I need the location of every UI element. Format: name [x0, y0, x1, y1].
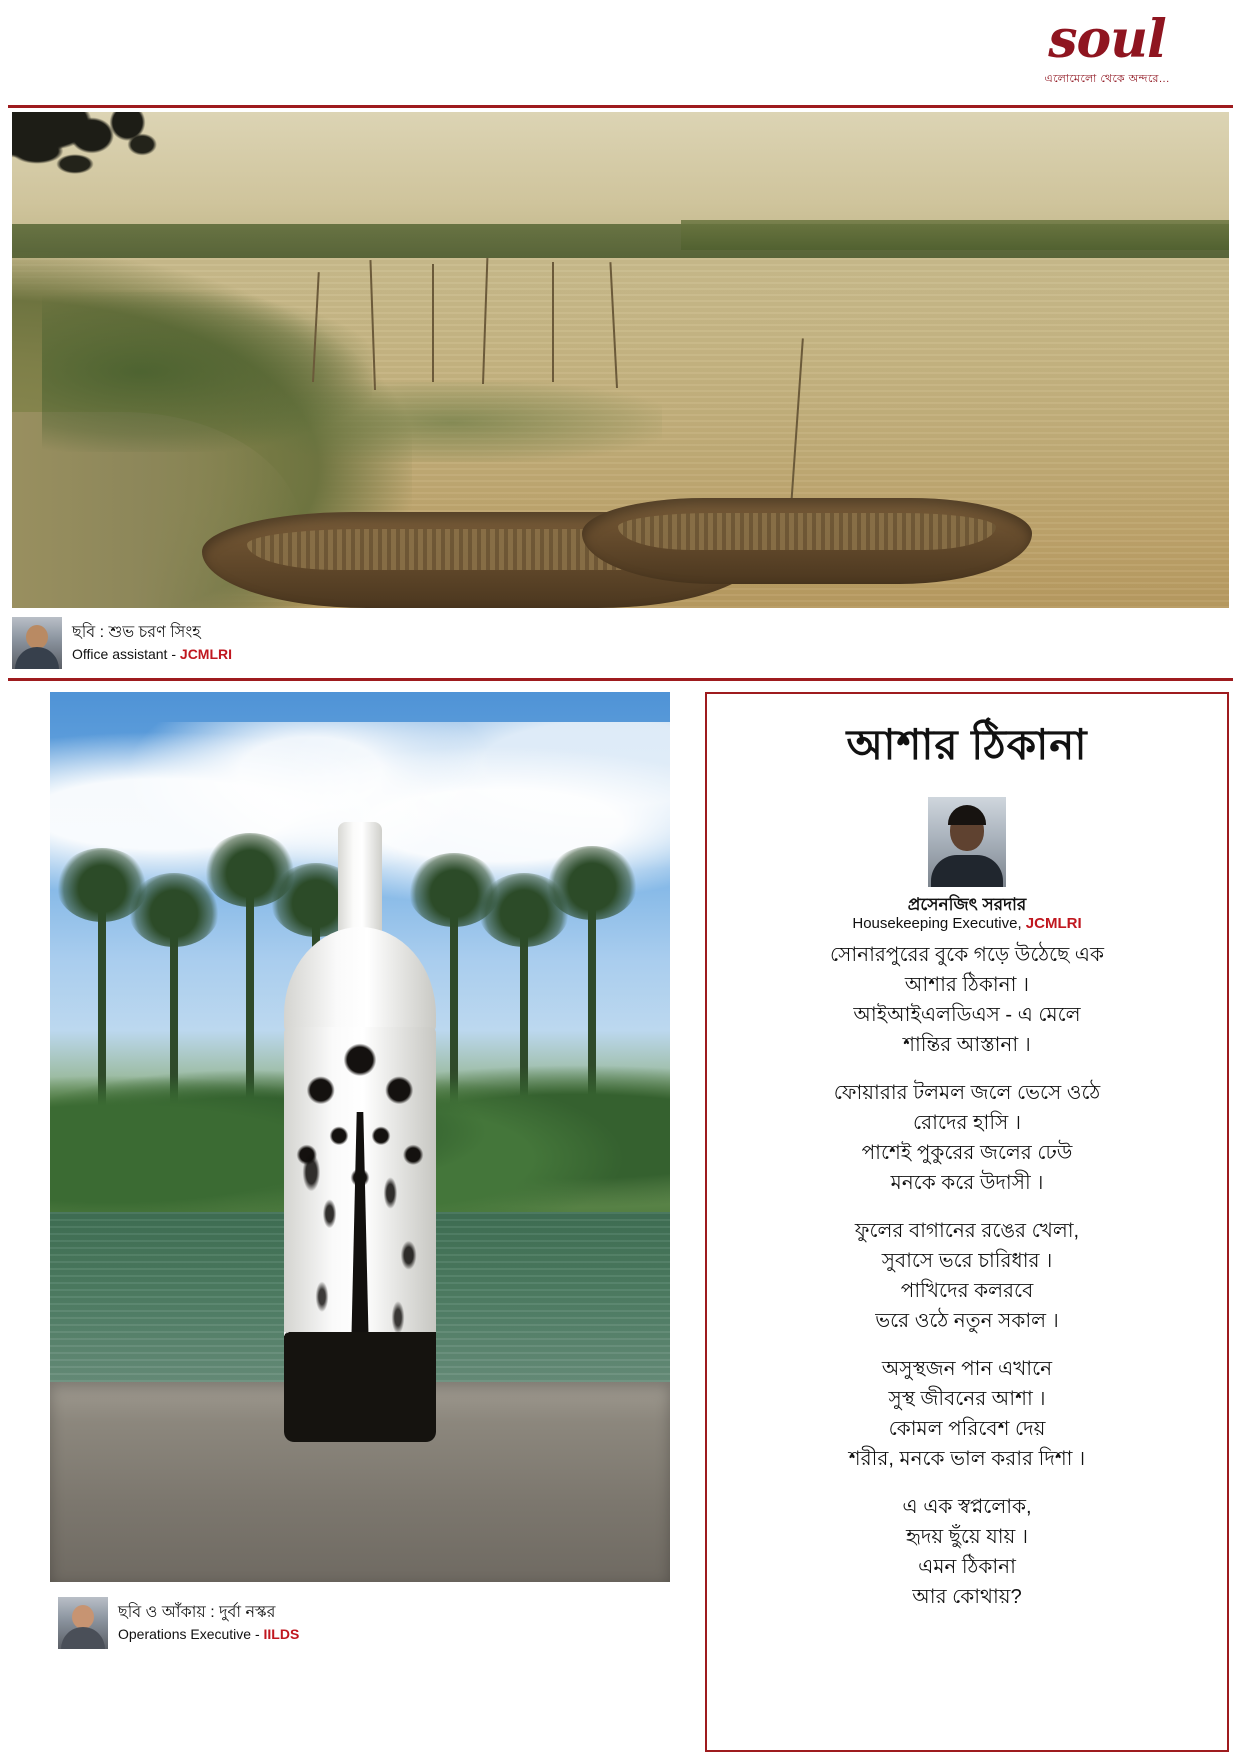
poem-line: ফোয়ারার টলমল জলে ভেসে ওঠে — [833, 1082, 1101, 1105]
credit-role-label: Office assistant - — [72, 646, 180, 663]
poem-line: সুস্থ জীবনের আশা । — [888, 1388, 1046, 1411]
poem-line: পাখিদের কলরবে — [900, 1280, 1034, 1303]
poem-stanza — [733, 940, 1201, 1060]
credit-text-block — [118, 1601, 299, 1644]
poem-line: শরীর, মনকে ভাল করার দিশা । — [848, 1448, 1086, 1471]
poem-line: আইআইএলডিএস - এ মেলে — [853, 1004, 1081, 1027]
credit-role — [118, 1624, 299, 1644]
poem-author-role — [733, 915, 1201, 932]
poem-line: সোনারপুরের বুকে গড়ে উঠেছে এক — [830, 944, 1104, 967]
contributor-avatar — [58, 1597, 108, 1649]
author-avatar — [928, 797, 1006, 887]
poem-line: ভরে ওঠে নতুন সকাল । — [875, 1310, 1059, 1333]
poem-line: আর কোথায়? — [912, 1586, 1022, 1609]
bottle-photo — [50, 692, 670, 1582]
fishing-pole-icon — [432, 264, 434, 382]
fishing-pole-icon — [552, 262, 554, 382]
poem-title: আশার ঠিকানা — [846, 721, 1088, 768]
credit-name: ছবি : শুভ চরণ সিংহ — [72, 624, 201, 642]
poem-line: পাশেই পুকুরের জলের ঢেউ — [861, 1142, 1073, 1165]
poem-line: ফুলের বাগানের রঙের খেলা, — [854, 1220, 1080, 1243]
credit-org: JCMLRI — [179, 646, 233, 663]
poem-stanza — [733, 1492, 1201, 1612]
credit-name: ছবি ও আঁকায় : দুর্বা নস্কর — [118, 1604, 276, 1622]
brand-wordmark: soul — [1048, 9, 1166, 70]
poem-line: অসুস্থজন পান এখানে — [881, 1358, 1053, 1381]
boat-rear — [582, 498, 1032, 584]
poem-line: আশার ঠিকানা । — [904, 974, 1030, 997]
poem-line: হৃদয় ছুঁয়ে যায় । — [905, 1526, 1029, 1549]
avatar-hair — [948, 805, 986, 825]
bottle-photo-credit — [58, 1592, 678, 1654]
painted-bottle — [284, 822, 436, 1442]
avatar-body — [15, 647, 59, 669]
author-role-label: Housekeeping Executive, — [852, 915, 1026, 933]
credit-role-label: Operations Executive - — [118, 1626, 264, 1643]
poem-line: কোমল পরিবেশ দেয় — [888, 1418, 1046, 1441]
page-header — [0, 0, 1241, 112]
poem-line: শান্তির আস্তানা । — [903, 1034, 1031, 1057]
poem-line: রোদের হাসি । — [913, 1112, 1021, 1135]
section-divider — [8, 678, 1233, 681]
credit-text-block — [72, 621, 232, 664]
poem-stanza — [733, 1354, 1201, 1474]
avatar-face — [26, 625, 48, 649]
poem-line: এ এক স্বপ্নলোক, — [902, 1496, 1032, 1519]
poem-line: মনকে করে উদাসী । — [890, 1172, 1044, 1195]
bottle-scene-image — [50, 692, 670, 1582]
header-divider — [8, 105, 1233, 108]
hero-photo-credit — [12, 612, 702, 674]
credit-role — [72, 644, 232, 664]
bottle-base-pattern — [284, 1332, 436, 1442]
credit-org: IILDS — [263, 1626, 300, 1643]
overhanging-branch — [12, 112, 222, 242]
poem-stanza — [733, 1078, 1201, 1198]
brand-tagline: এলোমেলো থেকে অন্দরে... — [1044, 73, 1170, 85]
water-hyacinth — [242, 382, 662, 462]
bottle-neck — [338, 822, 382, 942]
bottle-shoulder — [284, 927, 436, 1037]
hero-photo — [12, 112, 1229, 608]
page-body — [0, 112, 1241, 1755]
far-treeline-right — [681, 220, 1229, 250]
river-boats-image — [12, 112, 1229, 608]
poem-author-name: প্রসেনজিৎ সরদার — [907, 895, 1027, 914]
poem-panel — [705, 692, 1229, 1752]
poem-line: এমন ঠিকানা — [918, 1556, 1016, 1579]
contributor-avatar — [12, 617, 62, 669]
avatar-body — [61, 1627, 105, 1649]
poem-stanza — [733, 1216, 1201, 1336]
avatar-face — [72, 1605, 94, 1629]
author-org: JCMLRI — [1025, 915, 1082, 933]
boat-deck — [618, 513, 996, 549]
avatar-body — [931, 855, 1003, 887]
poem-line: সুবাসে ভরে চারিধার । — [881, 1250, 1053, 1273]
soul-logo — [997, 9, 1217, 89]
bottle-body — [284, 1027, 436, 1442]
